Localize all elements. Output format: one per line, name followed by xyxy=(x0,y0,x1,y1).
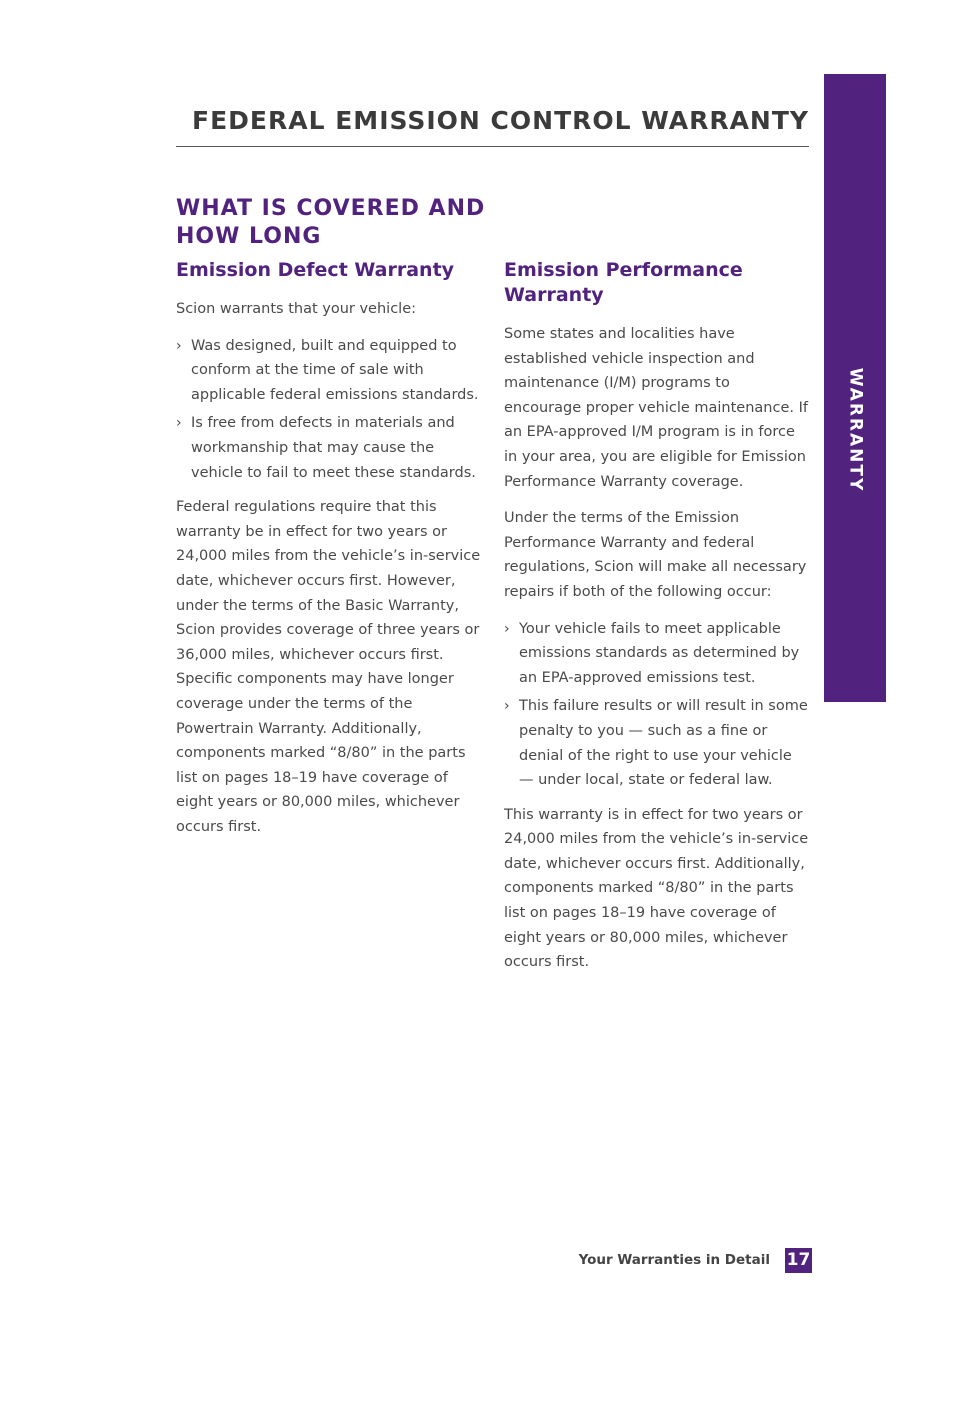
right-column xyxy=(504,258,810,987)
right-para-1: Some states and localities have established vehicle inspection and maintenance (I/M) programs to encourage proper vehicle maintenance. If an EPA-approved I/M program is in force in your area, you are eligible for Emission Performance Warranty coverage. xyxy=(504,326,808,490)
section-title xyxy=(176,195,496,251)
section-title-line-1: WHAT IS COVERED AND xyxy=(176,196,486,221)
emission-defect-heading: Emission Defect Warranty xyxy=(176,259,455,281)
emission-performance-heading xyxy=(504,258,810,308)
bullet-chevron-icon: › xyxy=(504,698,510,715)
left-bullet-list xyxy=(176,334,482,486)
bullet-chevron-icon: › xyxy=(176,415,182,432)
section-title-line-2: HOW LONG xyxy=(176,224,322,249)
list-item xyxy=(504,694,810,792)
right-bullet-list xyxy=(504,617,810,793)
left-body-text: Federal regulations require that this warranty be in effect for two years or 24,000 miles from the vehicle’s in-service date, whichever occurs first. However, under the terms of the Basic Warranty, Scion provides coverage of three years or 36,000 miles, whichever occurs first. Specific components may have longer coverage under the terms of the Powertrain Warranty. Additionally, components marked “8/80” in the parts list on pages 18–19 have coverage of eight years or 80,000 miles, whichever occurs first. xyxy=(176,499,481,835)
left-intro: Scion warrants that your vehicle: xyxy=(176,301,417,317)
side-tab-label: WARRANTY xyxy=(845,367,865,493)
footer-section-label: Your Warranties in Detail xyxy=(578,1252,770,1268)
list-item-text: This failure results or will result in some penalty to you — such as a fine or denial of the right to use your vehicle — under local, state or federal law. xyxy=(519,698,808,789)
list-item-text: Your vehicle fails to meet applicable emissions standards as determined by an EPA-approved emissions test. xyxy=(519,620,800,686)
section-side-tab xyxy=(824,74,886,702)
page-title: FEDERAL EMISSION CONTROL WARRANTY xyxy=(192,106,809,135)
list-item xyxy=(176,334,482,408)
emission-performance-heading-line-1: Emission Performance xyxy=(504,259,743,281)
list-item xyxy=(504,617,810,691)
list-item xyxy=(176,411,482,485)
header-divider xyxy=(176,146,809,147)
emission-performance-heading-line-2: Warranty xyxy=(504,284,604,306)
bullet-chevron-icon: › xyxy=(176,337,182,354)
side-tab-label-wrap xyxy=(824,310,886,550)
right-para-3: This warranty is in effect for two years or 24,000 miles from the vehicle’s in-service date, whichever occurs first. Additionally, components marked “8/80” in the parts list on pages 18–19 have coverage of eight years or 80,000 miles, whichever occurs first. xyxy=(504,806,809,971)
left-column xyxy=(176,258,482,851)
list-item-text: Is free from defects in materials and workmanship that may cause the vehicle to fail to meet these standards. xyxy=(191,415,476,481)
right-para-2: Under the terms of the Emission Performance Warranty and federal regulations, Scion will make all necessary repairs if both of the following occur: xyxy=(504,510,807,600)
page-number-badge: 17 xyxy=(785,1248,812,1273)
bullet-chevron-icon: › xyxy=(504,620,510,637)
list-item-text: Was designed, built and equipped to conform at the time of sale with applicable federal emissions standards. xyxy=(191,337,479,403)
